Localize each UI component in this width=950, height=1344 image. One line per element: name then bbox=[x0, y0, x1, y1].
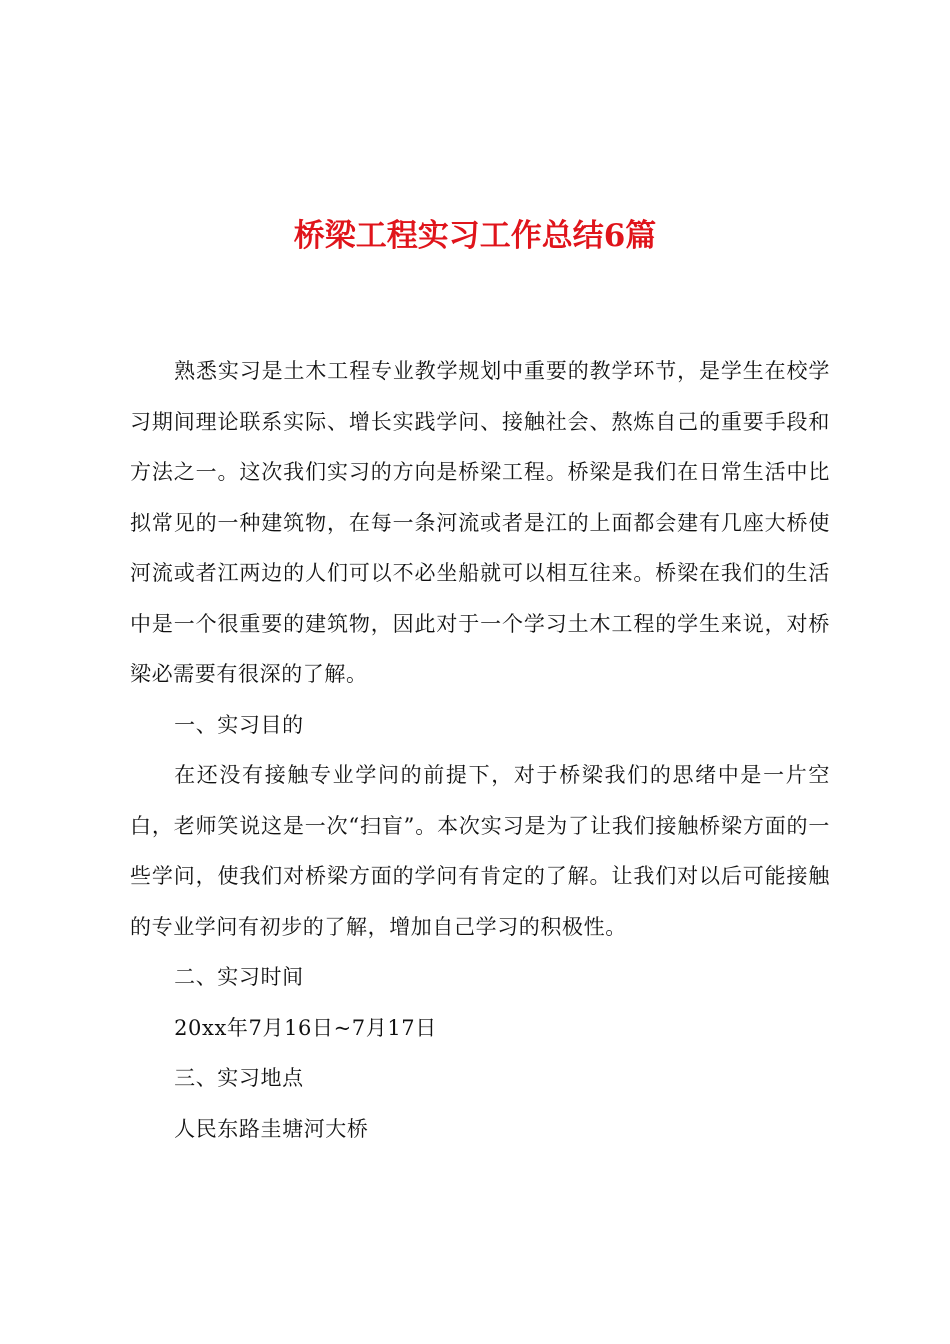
purpose-paragraph: 在还没有接触专业学问的前提下，对于桥梁我们的思绪中是一片空白，老师笑说这是一次“扫盲”。本次实习是为了让我们接触桥梁方面的一些学问，使我们对桥梁方面的学问有肯定的了解。让我们对以后可能接触的专业学问有初步的了解，增加自己学习的积极性。 bbox=[130, 763, 830, 939]
section-heading-purpose: 一、实习目的 bbox=[174, 712, 304, 737]
document-title: 桥梁工程实习工作总结6篇 bbox=[293, 218, 657, 254]
location-paragraph: 人民东路圭塘河大桥 bbox=[174, 1116, 369, 1141]
document-body bbox=[130, 346, 830, 1154]
section-heading-location: 三、实习地点 bbox=[174, 1066, 304, 1090]
section-heading-time: 二、实习时间 bbox=[174, 965, 304, 989]
intro-paragraph: 熟悉实习是土木工程专业教学规划中重要的教学环节，是学生在校学习期间理论联系实际、增长实践学问、接触社会、熬炼自己的重要手段和方法之一。这次我们实习的方向是桥梁工程。桥梁是我们在日常生活中比拟常见的一种建筑物，在每一条河流或者是江的上面都会建有几座大桥使河流或者江两边的人们可以不必坐船就可以相互往来。桥梁在我们的生活中是一个很重要的建筑物，因此对于一个学习土木工程的学生来说，对桥梁必需要有很深的了解。 bbox=[130, 359, 830, 686]
time-paragraph: 20xx年7月16日~7月17日 bbox=[174, 1015, 437, 1040]
